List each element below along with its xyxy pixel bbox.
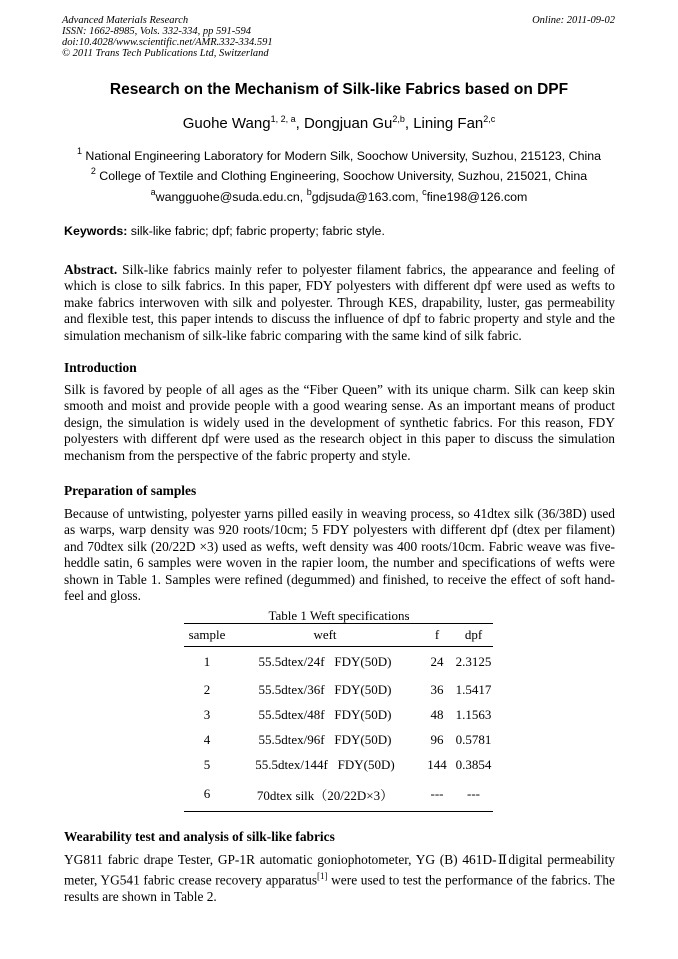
author-name: Dongjuan Gu [303,115,393,132]
abstract-label: Abstract. [64,262,118,277]
author-name: Guohe Wang [182,115,271,132]
table-row [184,702,493,727]
table-cell: 2.3125 [455,654,492,669]
column-header: f [420,624,454,647]
table-cell: 4 [203,731,211,747]
table-cell: 55.5dtex/48f FDY(50D) [258,706,392,722]
table-cell: --- [454,777,493,812]
table-cell: 48 [430,706,444,722]
introduction-text: Silk is favored by people of all ages as the “Fiber Queen” with its unique charm. Silk can keep skin smooth and moist and provide people with a good wearing sense. As an important means of product design, the simulation is widely used in the development of synthetic fabrics. For this reason, FDY polyesters with different dpf were used as the research object in this paper to discuss the simulation mechanism from the perspective of the fabric property and style. [64,382,615,463]
table-header-row [184,624,493,647]
author-sup: 1, 2, a [270,114,296,124]
affiliation-text: College of Textile and Clothing Engineering, Soochow University, Suzhou, 215021, China [99,169,588,183]
author-sep: , [404,115,414,132]
section-heading-wearability: Wearability test and analysis of silk-like fabrics [64,829,335,844]
table-row [184,752,493,777]
email-address[interactable]: wangguohe@suda.edu.cn, [155,190,307,204]
keywords [64,224,385,238]
affiliation-1 [0,146,678,163]
email-line [0,187,678,204]
affiliation-sup: 1 [76,146,82,156]
author-sep: , [295,115,304,132]
affiliation-text: National Engineering Laboratory for Modern Silk, Soochow University, Suzhou, 215123, China [85,149,602,163]
affiliation-2 [0,166,678,183]
column-header: sample [184,624,230,647]
citation-ref[interactable]: [1] [317,871,328,882]
copyright-line: © 2011 Trans Tech Publications Ltd, Switzerland [62,48,269,59]
journal-name: Advanced Materials Research [62,15,189,26]
table-cell: 0.3854 [455,756,492,772]
table-cell: 2 [203,681,211,697]
abstract [64,262,615,344]
preparation-text: Because of untwisting, polyester yarns pilled easily in weaving process, so 41dtex silk (36/38D) used as warps, warp density was 920 roots/10cm; 5 FDY polyesters with different dpf (dtex per filament) and 70dtex silk (20/22D ×3) used as wefts, weft density was 400 roots/10cm. Fabric weave was five-heddle satin, 6 samples were woven in the rapier loom, the number and specifications of wefts were shown in Table 1. Samples were refined (degummed) and finished, to receive the effect of soft hand-feel and gloss. [64,506,615,604]
table-row [184,777,493,812]
weft-spec-table [184,623,493,812]
email-sup: c [422,187,427,197]
affiliation-sup: 2 [90,166,96,176]
table-cell: 1.1563 [455,706,492,722]
wearability-text-part: YG811 fabric drape Tester, GP-1R automatic goniophotometer, YG (B) 461D-Ⅱdigital permeability meter, YG541 fabric crease recovery apparatus [64,852,615,888]
table-cell: 55.5dtex/144f FDY(50D) [255,756,395,772]
table-cell: 5 [203,756,211,772]
author-sup: 2,b [392,114,405,124]
wearability-text [64,852,615,906]
table-cell: 0.5781 [455,731,492,747]
table-row [184,647,493,678]
table-cell: --- [420,777,454,812]
author-name: Lining Fan [413,115,484,132]
paper-title: Research on the Mechanism of Silk-like Fabrics based on DPF [109,81,569,98]
table-cell: 6 [184,777,230,812]
keywords-text: silk-like fabric; dpf; fabric property; fabric style. [127,224,385,238]
table-cell: 55.5dtex/24f FDY(50D) [258,654,392,669]
doi-line[interactable]: doi:10.4028/www.scientific.net/AMR.332-334.591 [62,37,273,48]
wearability-text-part: were used to test the performance of the fabrics. The results are shown in Table 2. [64,872,615,905]
online-date: Online: 2011-09-02 [532,15,615,26]
email-address[interactable]: gdjsuda@163.com, [311,190,423,204]
table-row [184,727,493,752]
table-caption: Table 1 Weft specifications [268,608,410,623]
table-cell: 1 [203,654,211,669]
column-header: dpf [454,624,493,647]
table-cell: 55.5dtex/36f FDY(50D) [258,681,392,697]
section-heading-introduction: Introduction [64,360,137,375]
email-sup: b [306,187,312,197]
table-cell: 24 [430,654,444,669]
table-cell: 70dtex silk（20/22D×3） [230,777,420,812]
email-address[interactable]: fine198@126.com [426,190,528,204]
abstract-text: Silk-like fabrics mainly refer to polyester filament fabrics, the appearance and feeling of which is close to silk fabrics. In this paper, FDY polyesters with different dpf were used as wefts to make fabrics interwoven with silk and polyester. Through KES, drapability, luster, gas permeability and flexible test, this paper intends to discuss the influence of dpf to fabric property and style and the simulation mechanism of silk-like fabric comparing with the same kind of silk fabric. [64,262,615,343]
table-cell: 144 [427,756,447,772]
table-cell: 55.5dtex/96f FDY(50D) [258,731,392,747]
journal-header [62,15,273,59]
keywords-label: Keywords: [64,224,128,238]
table-cell: 36 [430,681,444,697]
table-cell: 3 [203,706,211,722]
author-sup: 2,c [483,114,496,124]
email-sup: a [150,187,156,197]
issn-line: ISSN: 1662-8985, Vols. 332-334, pp 591-594 [62,26,251,37]
table-row [184,677,493,702]
table-cell: 1.5417 [455,681,492,697]
section-heading-preparation: Preparation of samples [64,483,197,498]
author-list [0,115,678,132]
column-header: weft [230,624,420,647]
table-cell: 96 [430,731,444,747]
